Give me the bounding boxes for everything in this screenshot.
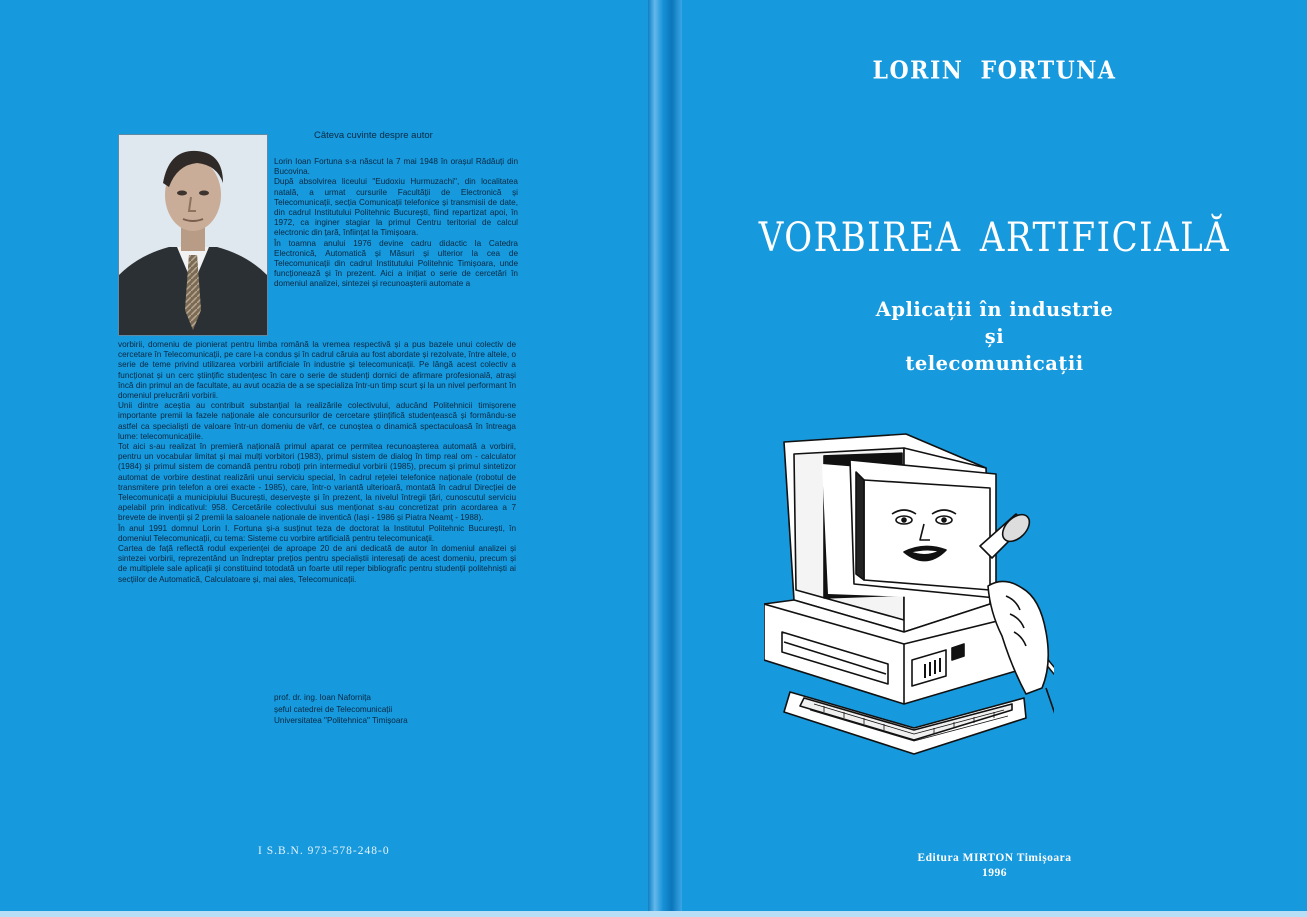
author-name: LORIN FORTUNA <box>872 56 1117 86</box>
bio-paragraph: Cartea de față reflectă rodul experienței de aproape 20 de ani dedicată de autor în domeniul analizei și sintezei vorbirii, reprezentând un îndreptar prețios pentru specialiștii interesați de acest domeniu, precum și de multiplele sale aplicații și constituind totodată un foarte util reper bibliografic pentru studenții politehniști ai secțiilor de Automatică, Calculatoare și, mai ales, Telecomunicații. <box>118 544 516 584</box>
subtitle-line: telecomunicații <box>905 352 1084 375</box>
book-subtitle <box>682 296 1307 377</box>
author-portrait-image <box>119 135 267 335</box>
signature-role: șeful catedrei de Telecomunicații <box>274 704 393 714</box>
book-spine <box>648 0 682 917</box>
bio-body <box>118 340 516 585</box>
publisher-block <box>682 851 1307 881</box>
bio-paragraph: În anul 1991 domnul Lorin I. Fortuna și-a susținut teza de doctorat la Institutul Politehnic București, în domeniul Telecomunicații, cu tema: Sisteme cu vorbire artificială pentru telecomunicații. <box>118 523 516 543</box>
front-cover <box>682 0 1307 917</box>
computer-illustration <box>764 428 1054 763</box>
publication-year: 1996 <box>982 867 1007 879</box>
publisher-name: Editura MIRTON Timișoara <box>917 852 1072 864</box>
bio-intro <box>274 157 518 290</box>
book-title: VORBIREA ARTIFICIALĂ <box>758 214 1231 262</box>
bio-heading: Câteva cuvinte despre autor <box>314 130 433 141</box>
bottom-edge <box>0 911 1307 917</box>
author-photo <box>118 134 268 336</box>
bio-paragraph: Unii dintre aceștia au contribuit substanțial la realizările colectivului, aducând Politehnicii timișorene importante premii la fazele naționale ale concursurilor de cercetare științifică studențească și formându-se astfel ca specialiști de valoare într-un domeniu de vârf, ce cunoștea o dinamică spectaculoasă în întreaga lume: telecomunicațiile. <box>118 401 516 441</box>
isbn: I S.B.N. 973-578-248-0 <box>258 845 390 857</box>
signature-name: prof. dr. ing. Ioan Nafornița <box>274 693 371 702</box>
signature-affiliation: Universitatea "Politehnica" Timișoara <box>274 716 408 725</box>
bio-paragraph: Tot aici s-au realizat în premieră națională primul aparat ce permitea recunoașterea automată a vorbirii, pentru un vocabular limitat și mai mulți vorbitori (1983), primul sistem de dialog în timp real om - calculator (1984) și primul sistem de comandă pentru roboți prin intermediul vorbirii (1985), precum și primul sintetizor automat de vorbire destinat realizării unui serviciu special, în cadrul rețelei telefonice naționale (robotul de transmitere prin telefon a orei exacte - 1985), care, într-o variantă ulterioară, montată în cadrul Direcției de Telecomunicații a municipiului București, deservește și în prezent, la nivelul întregii țări, cunoscutul serviciu apelabil prin indicativul: 958. Cercetările colectivului sus menționat s-au concretizat prin acordarea a 7 brevete de invenții și 2 premii la saloanele naționale de inventică (Iași - 1986 și Piatra Neamț - 1988). <box>118 442 516 523</box>
back-cover <box>0 0 648 917</box>
bio-paragraph: După absolvirea liceului "Eudoxiu Hurmuzachi", din localitatea natală, a urmat cursurile Facultății de Electronică și Telecomunicații, secția Comunicații telefonice și transmisii de date, din cadrul Institutului Politehnic București, fiind repartizat apoi, în 1972, ca inginer stagiar la primul Centru teritorial de calcul electronic din țară, înființat la Timișoara. <box>274 177 518 238</box>
bio-paragraph: În toamna anului 1976 devine cadru didactic la Catedra Electronică, Automatică și Măsuri și ulterior la cea de Telecomunicații din cadrul Institutului Politehnic Timișoara, unde funcționează și în prezent. Aici a inițiat o serie de cercetări în domeniul analizei, sintezei și recunoașterii automate a <box>274 238 518 289</box>
bio-paragraph: vorbirii, domeniu de pionierat pentru limba română la vremea respectivă și a pus bazele unui colectiv de cercetare în Telecomunicații, pe care l-a condus și în cadrul căruia au fost abordate și rezolvate, între altele, o serie de teme privind utilizarea vorbirii artificiale în industrie și telecomunicații. Pe lângă acest colectiv a funcționat și un cerc științific studențesc în care o serie de studenți dornici de afirmare profesională, atrași încă din primul an de facultate, au avut ocazia de a se specializa într-un timp scurt și la un nivel performant în domeniul prelucrării vorbirii. <box>118 340 516 401</box>
bio-paragraph: Lorin Ioan Fortuna s-a născut la 7 mai 1948 în orașul Rădăuți din Bucovina. <box>274 157 518 177</box>
talking-computer-icon <box>764 428 1054 763</box>
subtitle-line: și <box>984 325 1005 348</box>
subtitle-line: Aplicații în industrie <box>875 298 1114 321</box>
signature-block <box>274 692 408 727</box>
